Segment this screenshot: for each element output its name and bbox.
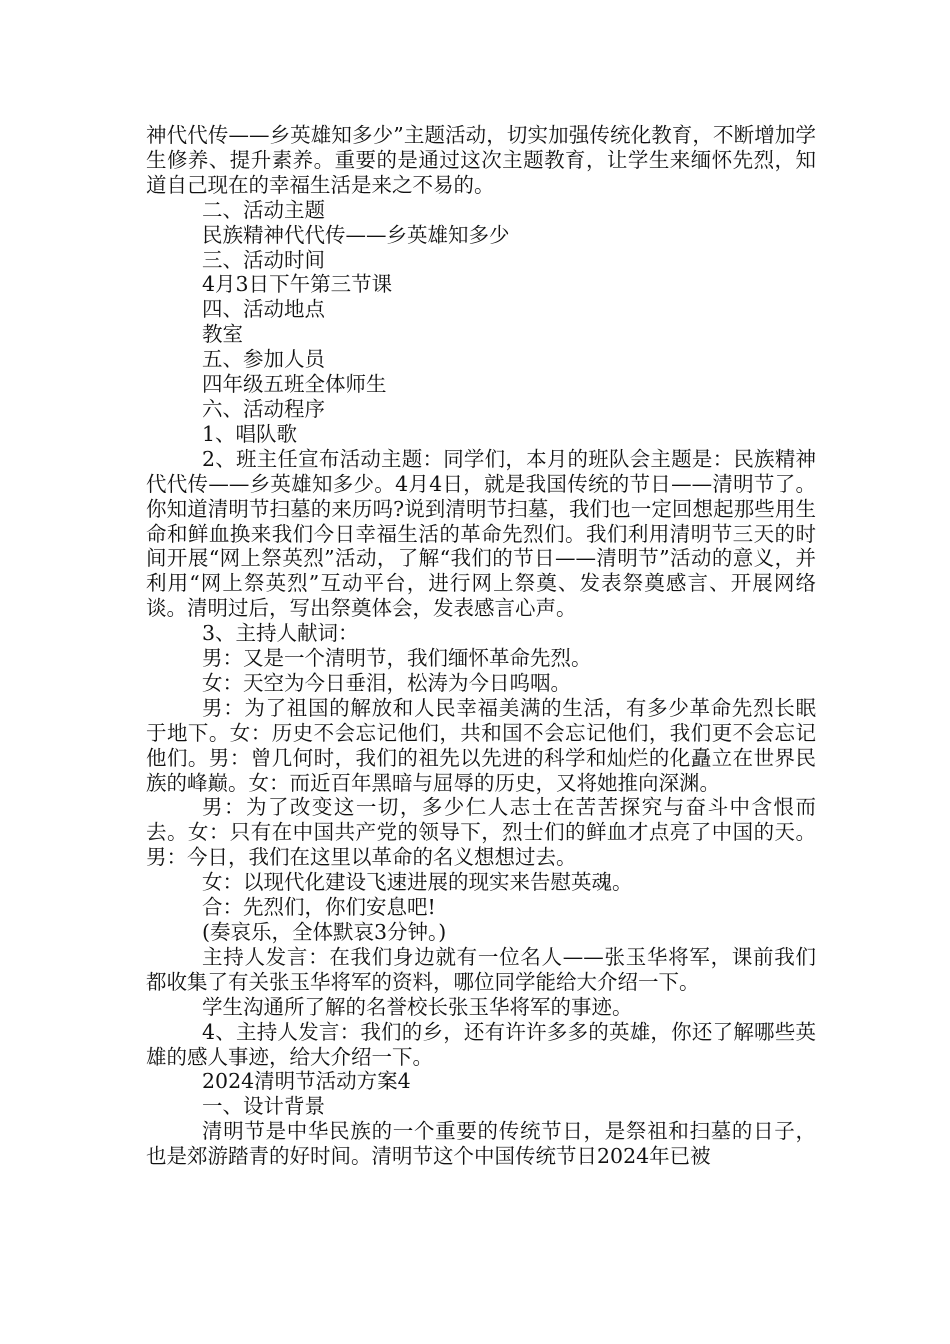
paragraph: 女：以现代化建设飞速进展的现实来告慰英魂。 [202,870,633,895]
paragraph: 女：天空为今日垂泪，松涛为今日呜咽。 [202,670,571,695]
plan-title: 2024清明节活动方案4 [202,1069,411,1094]
section-heading-location: 四、活动地点 [202,297,325,322]
paragraph: 民族精神代代传——乡英雄知多少 [202,222,510,247]
paragraph: 男：为了改变这一切，多少仁人志士在苦苦探究与奋斗中含恨而去。女：只有在中国共产党的领导下，烈士们的鲜血才点亮了中国的天。男：今日，我们在这里以革命的名义想想过去。 [146,795,816,870]
paragraph: 3、主持人献词： [202,621,359,646]
paragraph: 合：先烈们，你们安息吧! [202,895,436,920]
paragraph: 教室 [202,322,243,347]
paragraph: 男：又是一个清明节，我们缅怀革命先烈。 [202,646,592,671]
section-heading-procedure: 六、活动程序 [202,396,325,421]
paragraph: 清明节是中华民族的一个重要的传统节日，是祭祖和扫墓的日子，也是郊游踏青的好时间。清明节这个中国传统节日2024年已被 [146,1119,816,1169]
section-heading-background: 一、设计背景 [202,1094,325,1119]
paragraph: 四年级五班全体师生 [202,372,387,397]
paragraph: 2、班主任宣布活动主题：同学们，本月的班队会主题是：民族精神代代传——乡英雄知多少。4月4日，就是我国传统的节日——清明节了。你知道清明节扫墓的来历吗?说到清明节扫墓，我们也一定回想起那些用生命和鲜血换来我们今日幸福生活的革命先烈们。我们利用清明节三天的时间开展“网上祭英烈”活动，了解“我们的节日——清明节”活动的意义，并利用“网上祭英烈”互动平台，进行网上祭奠、发表祭奠感言、开展网络谈。清明过后，写出祭奠体会，发表感言心声。 [146,446,816,621]
paragraph: 1、唱队歌 [202,421,298,446]
paragraph: 4、主持人发言：我们的乡，还有许许多多的英雄，你还了解哪些英雄的感人事迹，给大介绍一下。 [146,1019,816,1069]
paragraph: 4月3日下午第三节课 [202,272,393,297]
section-heading-theme: 二、活动主题 [202,197,325,222]
document-page [146,123,816,1169]
paragraph: 男：为了祖国的解放和人民幸福美满的生活，有多少革命先烈长眠于地下。女：历史不会忘记他们，共和国不会忘记他们，我们更不会忘记他们。男：曾几何时，我们的祖先以先进的科学和灿烂的化矗立在世界民族的峰巅。女：而近百年黑暗与屈辱的历史，又将她推向深渊。 [146,695,816,795]
section-heading-time: 三、活动时间 [202,247,325,272]
section-heading-participants: 五、参加人员 [202,347,325,372]
paragraph: 学生沟通所了解的名誉校长张玉华将军的事迹。 [202,994,633,1019]
paragraph: (奏哀乐，全体默哀3分钟。) [202,920,447,944]
paragraph: 主持人发言：在我们身边就有一位名人——张玉华将军，课前我们都收集了有关张玉华将军的资料，哪位同学能给大介绍一下。 [146,944,816,994]
paragraph: 神代代传——乡英雄知多少”主题活动，切实加强传统化教育，不断增加学生修养、提升素养。重要的是通过这次主题教育，让学生来缅怀先烈，知道自己现在的幸福生活是来之不易的。 [146,123,816,197]
